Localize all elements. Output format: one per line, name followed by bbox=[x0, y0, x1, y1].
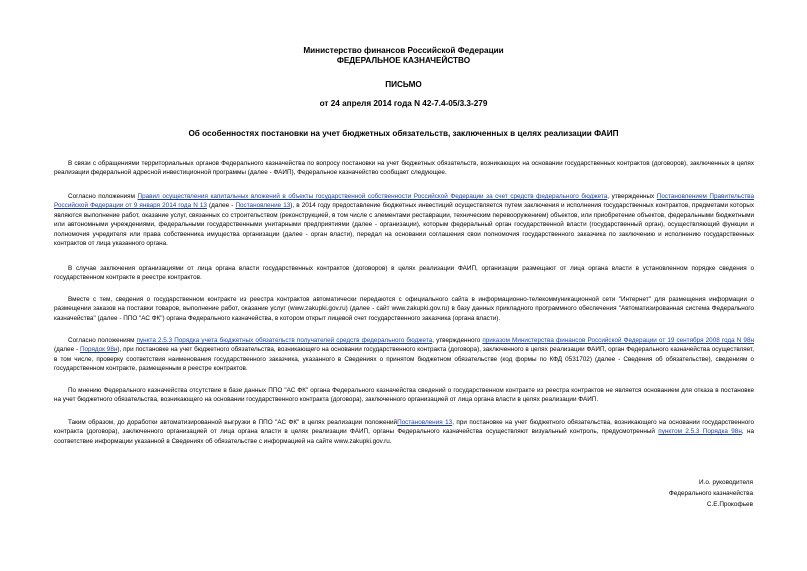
p5-text-4: ), при постановке на учет бюджетного обязательства, возникающего на основании государственного контракта (договора), заключенного в целях реализации ФАИП, орган Федерального казначейства осуществляет, в том числе, проверку соответствия наименования государственного заказчика, указанного в Сведениях о принятом бюджетном обязательстве (код формы по КФД 0531702) (далее - Сведения об обязательстве), сведениям о государственном контракте, размещенным в реестре контрактов. bbox=[54, 346, 754, 373]
paragraph-5 bbox=[54, 336, 754, 374]
p2-text-3: (далее - bbox=[206, 202, 236, 210]
signer-position: И.о. руководителя bbox=[699, 479, 753, 486]
link-capital-investment-rules[interactable]: Правил осуществления капитальных вложений в объекты государственной собственности Российской Федерации за счет средств федерального бюджета bbox=[137, 193, 608, 200]
signer-name: С.Е.Прокофьев bbox=[706, 501, 753, 508]
p2-text-2: , утвержденных bbox=[607, 193, 657, 200]
link-resolution-13-short[interactable]: Постановление 13 bbox=[235, 202, 291, 210]
p5-text-1: Согласно положениям bbox=[68, 337, 137, 344]
p7-text-1: Таким образом, до доработки автоматизированной выгрузки в ППО "АС ФК" в целях реализации положений bbox=[68, 419, 398, 426]
link-procedure-clause-2-5-3[interactable]: пункта 2.5.3 Порядка учета бюджетных обязательств получателей средств федерального бюджета bbox=[136, 337, 433, 344]
link-resolution-13[interactable]: Постановления 13 bbox=[397, 419, 453, 426]
paragraph-2 bbox=[54, 192, 754, 248]
p5-text-3: (далее - bbox=[54, 346, 80, 354]
p7-text-3: , на соответствие информации указанной в Сведениях об обязательстве с информацией на сайте www.zakupki.gov.ru. bbox=[54, 428, 754, 445]
link-minfin-order-98n[interactable]: приказом Министерства финансов Российской Федерации от 19 сентября 2008 года N 98н bbox=[482, 337, 754, 344]
signer-organization: Федерального казначейства bbox=[668, 490, 753, 497]
paragraph-6: По мнению Федерального казначейства отсутствие в базе данных ППО "АС ФК" органа Федерального казначейства сведений о государственном контракте из реестра контрактов не является основанием для отказа в постановке на учет бюджетного обязательства, возникающего на основании государственного контракта (договора), заключенного организацией от лица органа власти в целях реализации ФАИП. bbox=[54, 387, 754, 404]
link-government-resolution-13[interactable]: Постановлением Правительства Российской Федерации от 9 января 2014 года N 13 bbox=[54, 193, 755, 210]
p5-text-2: , утвержденного bbox=[432, 337, 483, 344]
p2-text-4: ), в 2014 году предоставление бюджетных инвестиций осуществляется путем заключения и исполнения государственных контрактов, предметами которых являются выполнение работ, оказание услуг, связанных со строительством (реконструкцией, в том числе с элементами реставрации, техническим перевооружением) объектов, или приобретение объектов, федеральными бюджетными или автономными учреждениями, федеральными государственными унитарными предприятиями (далее - организации), которым федеральный орган государственной власти (государственный орган), осуществляющий функции и полномочия учредителя или права собственника имущества организации (далее - орган власти), передал на основании соглашения свои полномочия государственного заказчика по заключению и исполнению государственных контрактов от лица указанного органа. bbox=[54, 202, 754, 248]
document-title: Об особенностях постановки на учет бюджетных обязательств, заключенных в целях реализации ФАИП bbox=[188, 129, 619, 138]
agency-name: ФЕДЕРАЛЬНОЕ КАЗНАЧЕЙСТВО bbox=[336, 56, 471, 65]
link-clause-2-5-3-procedure-98n[interactable]: пунктом 2.5.3 Порядка 98н bbox=[658, 428, 742, 436]
p7-text-2: , при постановке на учет бюджетного обязательства, возникающего на основании государственного контракта (договора), заключенного организацией от лица органа власти в целях реализации ФАИП, органы Федерального казначейства осуществляют визуальный контроль, предусмотренный bbox=[54, 419, 754, 436]
signature-block bbox=[553, 477, 753, 510]
link-procedure-98n-short[interactable]: Порядок 98н bbox=[79, 346, 118, 354]
ministry-name: Министерство финансов Российской Федерации bbox=[303, 46, 504, 55]
paragraph-3: В случае заключения организациями от лица органа власти государственных контрактов (договоров) в целях реализации ФАИП, организации размещают от лица органа власти в установленном порядке сведения о государственном контракте в реестре контрактов. bbox=[54, 265, 754, 282]
p2-text-1: Согласно положениям bbox=[68, 193, 138, 200]
document-type: ПИСЬМО bbox=[385, 80, 422, 89]
paragraph-4: Вместе с тем, сведения о государственном контракте из реестра контрактов автоматически передаются с официального сайта в информационно-телекоммуникационной сети "Интернет" для размещения информации о размещении заказов на поставки товаров, выполнение работ, оказание услуг (www.zakupki.gov.ru) (далее - сайт www.zakupki.gov.ru) в базу данных прикладного программного обеспечения "Автоматизированная система Федерального казначейства" (далее - ППО "АС ФК") органа Федерального казначейства, в котором открыт лицевой счет государственного заказчика (органа власти). bbox=[54, 296, 754, 322]
paragraph-1: В связи с обращениями территориальных органов Федерального казначейства по вопросу постановки на учет бюджетных обязательств, возникающих на основании государственных контрактов (договоров), заключенных в целях реализации федеральной адресной инвестиционной программы (далее - ФАИП), Федеральное казначейство сообщает следующее. bbox=[54, 160, 754, 177]
paragraph-7 bbox=[54, 418, 754, 446]
document-date-number: от 24 апреля 2014 года N 42-7.4-05/3.3-279 bbox=[319, 99, 488, 108]
